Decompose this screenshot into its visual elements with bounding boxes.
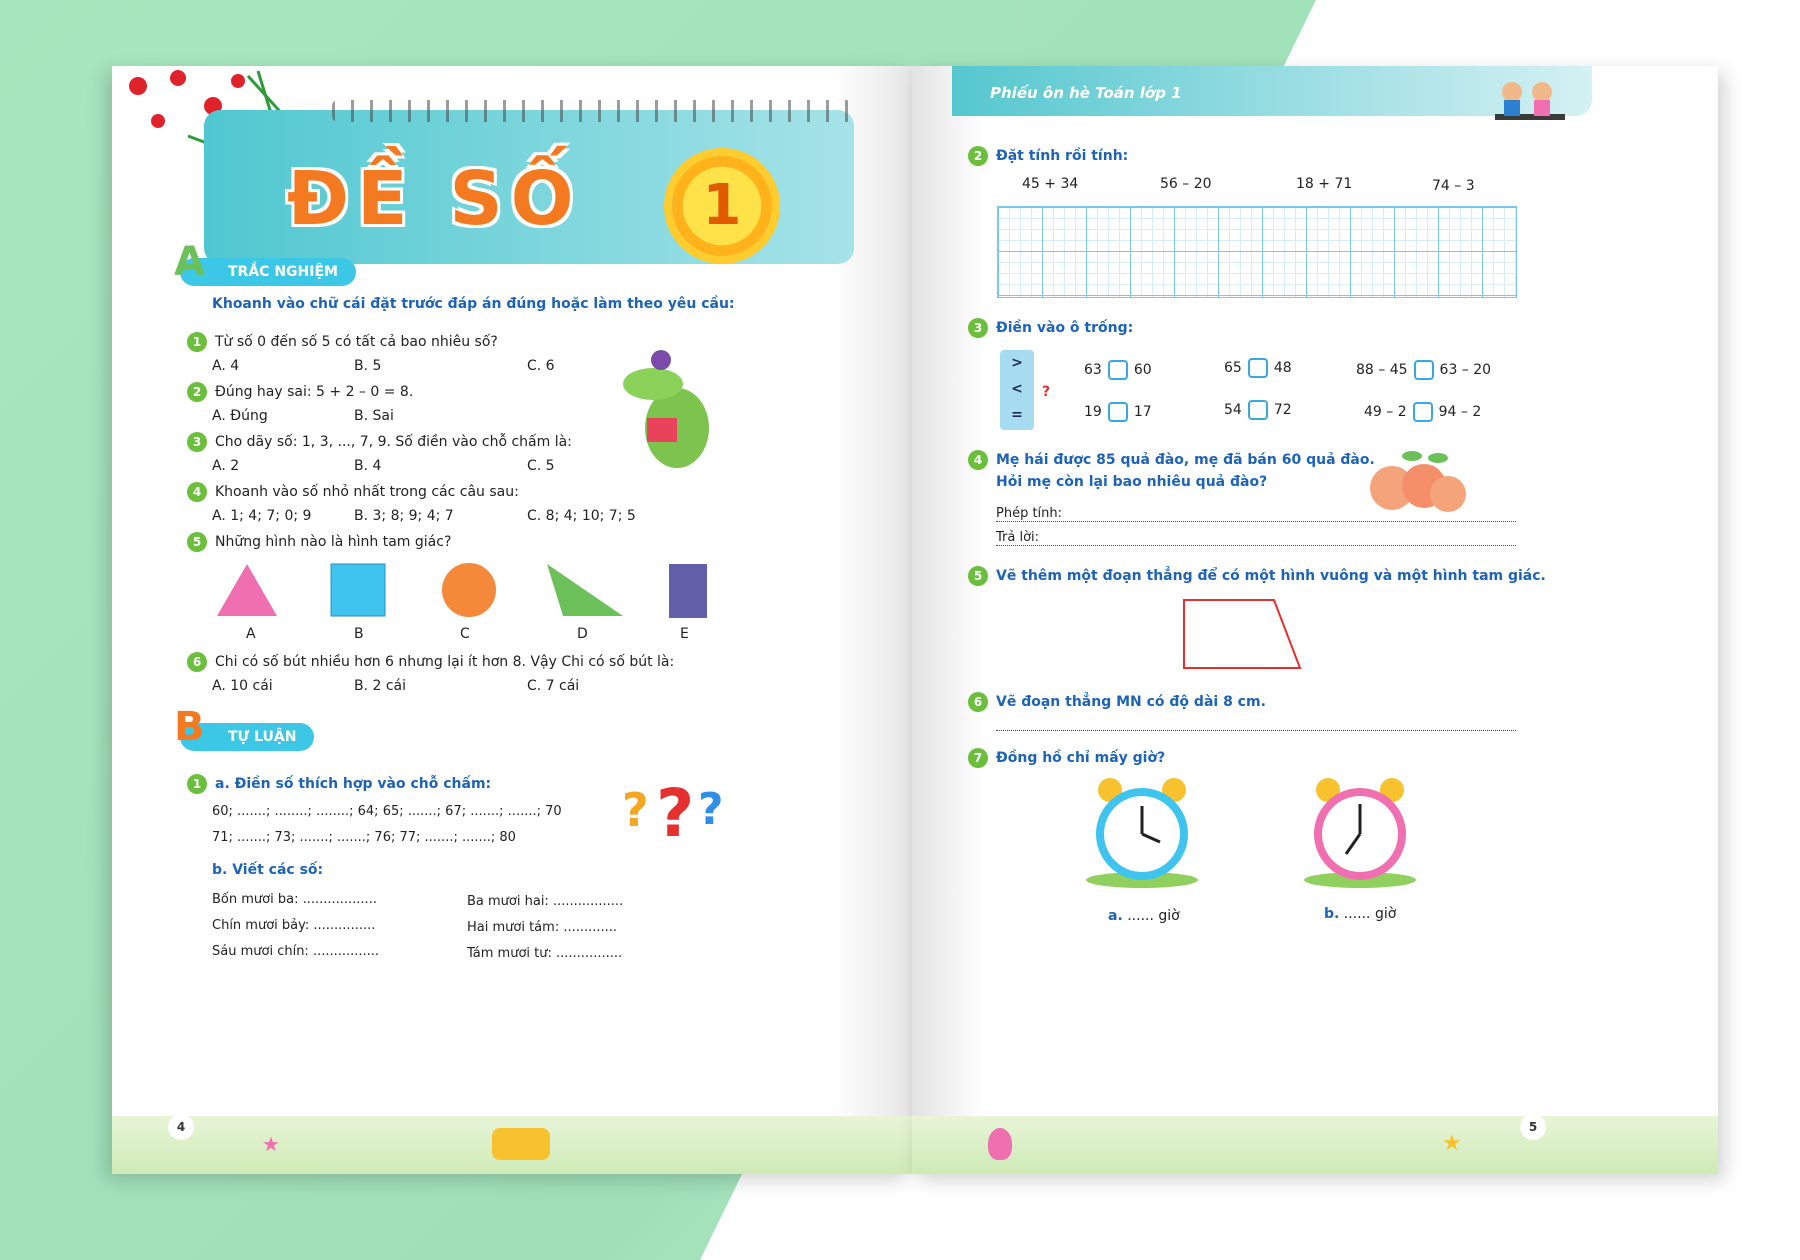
page-number-right: 5 bbox=[1520, 1114, 1546, 1140]
option: B. Sai bbox=[354, 408, 394, 424]
question-7-right bbox=[968, 748, 1165, 768]
children-illustration bbox=[1490, 70, 1570, 140]
option: B. 3; 8; 9; 4; 7 bbox=[354, 508, 454, 524]
page-title: ĐỀ SỐ bbox=[287, 156, 582, 242]
clock-a bbox=[1072, 778, 1212, 888]
option: A. 4 bbox=[212, 358, 240, 374]
question-number: 5 bbox=[187, 532, 207, 552]
trapezoid-figure[interactable] bbox=[1180, 596, 1306, 672]
question-number: 2 bbox=[968, 146, 988, 166]
answer-label: Trả lời: bbox=[996, 530, 1040, 545]
calc-item: 56 – 20 bbox=[1160, 176, 1212, 192]
essay-1a-text: a. Điền số thích hợp vào chỗ chấm: bbox=[215, 776, 492, 792]
question-1 bbox=[187, 332, 498, 352]
question-number: 5 bbox=[968, 566, 988, 586]
question-text: Vẽ đoạn thẳng MN có độ dài 8 cm. bbox=[996, 694, 1266, 710]
write-number-item: Tám mươi tư: ................ bbox=[467, 946, 623, 961]
write-number-item: Bốn mươi ba: .................. bbox=[212, 892, 377, 907]
question-number: 6 bbox=[968, 692, 988, 712]
question-number: 7 bbox=[968, 748, 988, 768]
question-2 bbox=[187, 382, 413, 402]
blue-square bbox=[331, 564, 385, 616]
section-b-letter: B bbox=[174, 704, 205, 750]
calc-item: 74 – 3 bbox=[1432, 178, 1475, 194]
option: C. 7 cái bbox=[527, 678, 580, 694]
answer-box[interactable] bbox=[1108, 402, 1128, 422]
clock-b-answer[interactable]: b. ...... giờ bbox=[1324, 906, 1397, 922]
calc-label: Phép tính: bbox=[996, 506, 1063, 521]
sun-badge bbox=[672, 156, 772, 256]
question-number: 3 bbox=[187, 432, 207, 452]
purple-rectangle bbox=[669, 564, 707, 618]
option: B. 4 bbox=[354, 458, 382, 474]
question-text: Đồng hồ chỉ mấy giờ? bbox=[996, 750, 1166, 766]
section-a-header bbox=[174, 239, 356, 286]
question-text: Đúng hay sai: 5 + 2 – 0 = 8. bbox=[215, 384, 414, 400]
option: C. 6 bbox=[527, 358, 555, 374]
calc-item: 18 + 71 bbox=[1296, 176, 1353, 192]
question-2-right bbox=[968, 146, 1128, 166]
question-4 bbox=[187, 482, 519, 502]
svg-text:?: ? bbox=[698, 784, 724, 835]
sign-greater: > bbox=[1011, 355, 1023, 371]
section-b-header bbox=[174, 704, 314, 751]
question-text: Điền vào ô trống: bbox=[996, 320, 1134, 336]
shape-label: D bbox=[577, 626, 588, 642]
clock-a-answer[interactable]: a. ...... giờ bbox=[1108, 908, 1180, 924]
write-number-item: Hai mươi tám: ............. bbox=[467, 920, 618, 935]
write-number-item: Ba mươi hai: ................. bbox=[467, 894, 624, 909]
clock-b bbox=[1290, 778, 1430, 888]
svg-text:?: ? bbox=[656, 775, 695, 846]
compare-cell: 63 60 bbox=[1084, 362, 1152, 378]
option: C. 5 bbox=[527, 458, 555, 474]
right-page bbox=[912, 66, 1718, 1174]
shape-label: A bbox=[246, 626, 256, 642]
essay-1a bbox=[187, 774, 491, 794]
orange-circle bbox=[442, 563, 496, 617]
sequence-line-1: 60; .......; ........; ........; 64; 65; .......; 67; .......; .......; 70 bbox=[212, 804, 562, 819]
question-number: 1 bbox=[187, 774, 207, 794]
drawing-line[interactable] bbox=[996, 730, 1516, 731]
star-icon: ★ bbox=[262, 1132, 280, 1156]
write-number-item: Chín mươi bảy: ............... bbox=[212, 918, 376, 933]
question-text: Cho dãy số: 1, 3, ..., 7, 9. Số điền vào chỗ chấm là: bbox=[215, 434, 572, 450]
question-text: Mẹ hái được 85 quả đào, mẹ đã bán 60 quả đào. bbox=[996, 452, 1375, 468]
grid-paper[interactable] bbox=[997, 206, 1517, 298]
title-number: 1 bbox=[702, 173, 742, 238]
pink-triangle bbox=[217, 564, 277, 616]
calc-line[interactable] bbox=[996, 506, 1516, 522]
sign-less: < bbox=[1011, 381, 1023, 397]
question-number: 4 bbox=[187, 482, 207, 502]
question-5-right bbox=[968, 566, 1546, 586]
question-mark: ? bbox=[1042, 384, 1051, 400]
compare-cell: 49 – 2 94 – 2 bbox=[1364, 404, 1482, 420]
option: B. 2 cái bbox=[354, 678, 407, 694]
shape-label: B bbox=[354, 626, 364, 642]
sign-equal: = bbox=[1011, 407, 1023, 423]
answer-box[interactable] bbox=[1248, 358, 1268, 378]
question-text: Vẽ thêm một đoạn thẳng để có một hình vuông và một hình tam giác. bbox=[996, 568, 1546, 584]
page-number-left: 4 bbox=[168, 1114, 194, 1140]
question-text: Chi có số bút nhiều hơn 6 nhưng lại ít hơn 8. Vậy Chi có số bút là: bbox=[215, 654, 675, 670]
write-number-item: Sáu mươi chín: ................ bbox=[212, 944, 380, 959]
spiral-binding bbox=[332, 100, 852, 122]
compare-cell: 54 72 bbox=[1224, 402, 1292, 418]
question-text: Từ số 0 đến số 5 có tất cả bao nhiêu số? bbox=[215, 334, 498, 350]
question-4-right bbox=[968, 450, 1375, 470]
question-number: 6 bbox=[187, 652, 207, 672]
question-number: 1 bbox=[187, 332, 207, 352]
question-text: Những hình nào là hình tam giác? bbox=[215, 534, 452, 550]
shape-label: C bbox=[460, 626, 470, 642]
school-bus-icon bbox=[492, 1128, 550, 1160]
question-number: 4 bbox=[968, 450, 988, 470]
question-4-line2: Hỏi mẹ còn lại bao nhiêu quả đào? bbox=[996, 474, 1268, 490]
answer-line[interactable] bbox=[996, 530, 1516, 546]
compare-cell: 65 48 bbox=[1224, 360, 1292, 376]
section-a-letter: A bbox=[174, 239, 205, 285]
question-3-right bbox=[968, 318, 1133, 338]
sequence-line-2: 71; .......; 73; .......; .......; 76; 77; .......; .......; 80 bbox=[212, 830, 516, 845]
section-a-label: TRẮC NGHIỆM bbox=[228, 264, 338, 280]
question-6 bbox=[187, 652, 674, 672]
compare-cell: 88 – 45 63 – 20 bbox=[1356, 362, 1492, 378]
balloon-icon bbox=[988, 1128, 1012, 1160]
section-b-label: TỰ LUẬN bbox=[228, 729, 297, 745]
crocodile-illustration bbox=[617, 348, 737, 478]
left-page bbox=[112, 66, 912, 1174]
svg-text:?: ? bbox=[622, 783, 649, 837]
question-number: 3 bbox=[968, 318, 988, 338]
option: A. Đúng bbox=[212, 408, 268, 424]
question-text: Đặt tính rồi tính: bbox=[996, 148, 1129, 164]
instruction: Khoanh vào chữ cái đặt trước đáp án đúng hoặc làm theo yêu cầu: bbox=[212, 296, 735, 312]
answer-box[interactable] bbox=[1413, 402, 1433, 422]
shape-label: E bbox=[680, 626, 689, 642]
question-5 bbox=[187, 532, 451, 552]
question-6-right bbox=[968, 692, 1266, 712]
option: A. 1; 4; 7; 0; 9 bbox=[212, 508, 312, 524]
answer-box[interactable] bbox=[1248, 400, 1268, 420]
question-text: Khoanh vào số nhỏ nhất trong các câu sau: bbox=[215, 484, 519, 500]
green-right-triangle bbox=[547, 564, 623, 616]
header-title: Phiếu ôn hè Toán lớp 1 bbox=[990, 84, 1182, 102]
option: C. 8; 4; 10; 7; 5 bbox=[527, 508, 636, 524]
option: B. 5 bbox=[354, 358, 382, 374]
shapes-figure bbox=[207, 560, 727, 620]
question-3 bbox=[187, 432, 572, 452]
essay-1b-text: b. Viết các số: bbox=[212, 862, 324, 878]
open-book bbox=[112, 66, 1718, 1174]
answer-box[interactable] bbox=[1108, 360, 1128, 380]
question-marks-illustration bbox=[622, 766, 732, 846]
option: A. 10 cái bbox=[212, 678, 273, 694]
calc-item: 45 + 34 bbox=[1022, 176, 1079, 192]
answer-box[interactable] bbox=[1414, 360, 1434, 380]
compare-cell: 19 17 bbox=[1084, 404, 1152, 420]
option: A. 2 bbox=[212, 458, 240, 474]
star-icon: ★ bbox=[1442, 1131, 1462, 1156]
comparison-signs bbox=[1000, 350, 1034, 430]
question-number: 2 bbox=[187, 382, 207, 402]
right-footer-grass bbox=[912, 1116, 1718, 1174]
